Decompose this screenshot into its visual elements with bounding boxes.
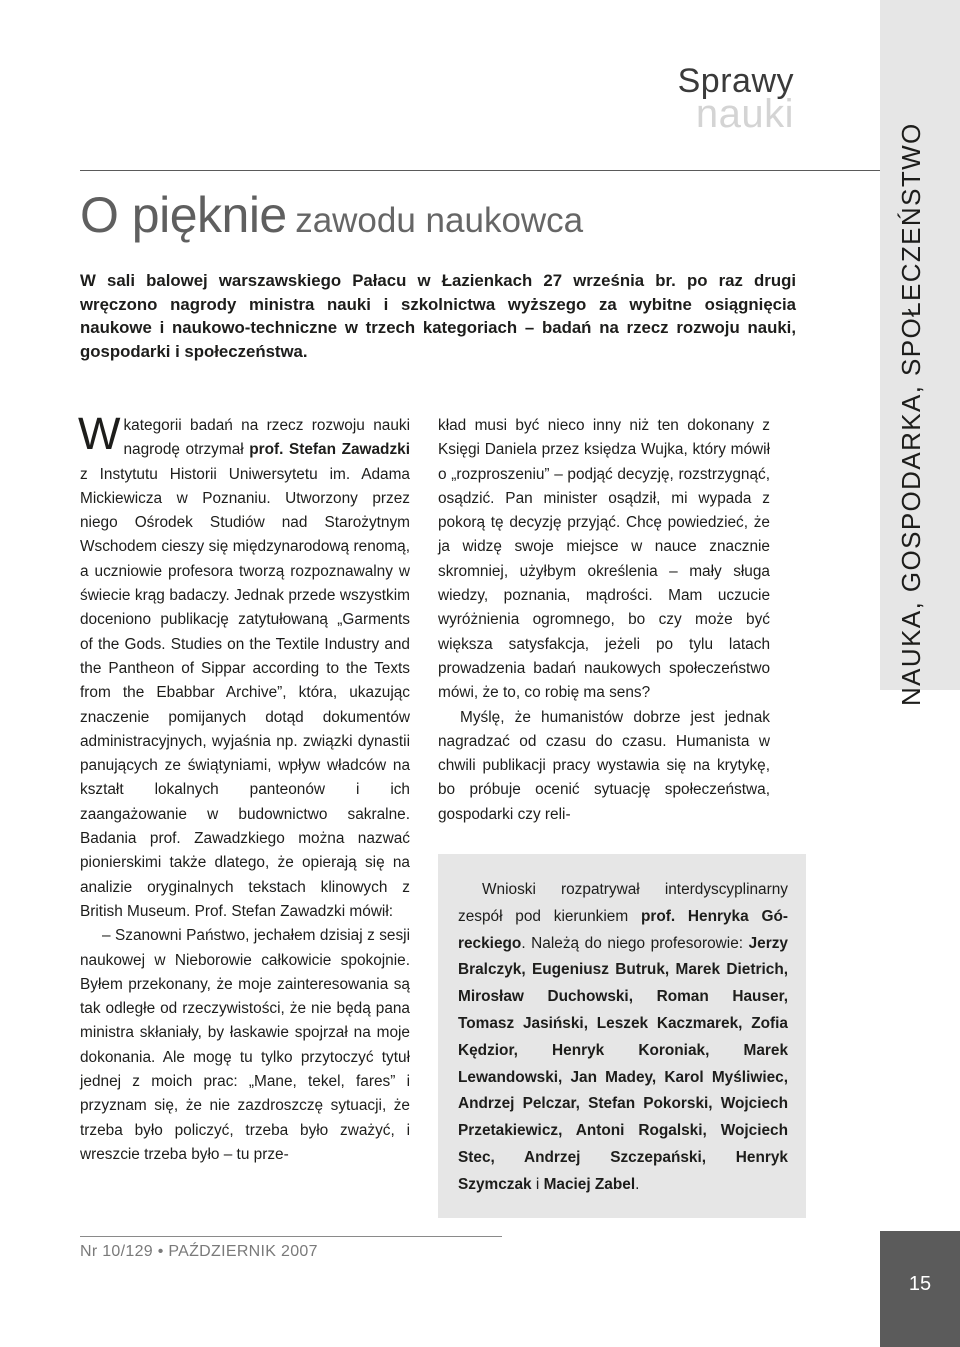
person-name: prof. Stefan Zawadzki	[249, 441, 410, 459]
person-name: Maciej Zabel	[543, 1175, 636, 1193]
paragraph	[458, 877, 788, 1199]
title-main: O pięknie	[80, 187, 287, 243]
footer-divider	[80, 1236, 502, 1237]
text-run: . Należą do niego profesorowie:	[521, 934, 749, 952]
person-names: Jerzy Bralczyk, Eugeniusz Butruk, Marek Dietrich, Mirosław Duchowski, Roman Hauser, Tomasz Jasiński, Leszek Kaczmarek, Zofia Kędzior, Henryk Koroniak, Marek Lewandowski, Jan Madey, Karol Myśliwiec, Andrzej Pelczar, Stefan Pokorski, Wojciech Przetakiewicz, Antoni Rogalski, Wojciech Stec, Andrzej Szczepański, Henryk Szymczak	[458, 934, 788, 1193]
title-sub: zawodu naukowca	[295, 201, 584, 240]
paragraph: Myślę, że humanistów dobrze jest jednak nagradzać od czasu do czasu. Humanista w chwili publikacji pracy wystawia się na krytykę, bo próbuje ocenić sytuację społeczeństwa, gospodarki czy reli-	[438, 708, 770, 823]
magazine-brand	[678, 64, 794, 134]
body-column-right	[438, 414, 770, 827]
text-run: kategorii badań na rzecz rozwoju nauki nagrodę otrzymał	[123, 417, 410, 459]
footer-issue: Nr 10/129 • PAŹDZIERNIK 2007	[80, 1243, 318, 1260]
section-label: NAUKA, GOSPODARKA, SPOŁECZEŃSTWO	[896, 122, 926, 706]
header-divider	[80, 170, 880, 171]
paragraph: – Szanowni Państwo, jechałem dzisiaj z sesji naukowej w Nieborowie całkowicie spokojnie. Byłem przekonany, że moje zainteresowania są tak odległe od rzeczywistości, że nie będą pana ministra skłaniały, by łaskawie spojrzał na moje dokonania. Ale mogę tu tylko przytoczyć tytuł jednej z moich prac: „Mane, tekel, fares” i przyznam się, że nie zazdroszczę sytuacji, że trzeba było policzyć, trzeba było zważyć, i wreszcie trzeba było – tu prze-	[80, 927, 410, 1163]
text-run: .	[635, 1175, 640, 1193]
text-run: z Instytutu Historii Uniwersytetu im. Adama Mickiewicza w Poznaniu. Utworzony przez niego Ośrodek Studiów nad Starożytnym Wschodem cieszy się międzynarodową renomą, a uczniowie profesora tworzą rozpoznawalny w świecie krąg badaczy. Jednak przede wszystkim doceniono publikację zatytułowaną „Garments of the Gods. Studies on the Textile Industry and the Pantheon of Sippar according to the Texts from the Ebabbar Archive”, która, ukazując znaczenie pomijanych dotąd dokumentów administracyjnych, wyjaśnia np. związki dynastii panujących ze świątyniami, wpływ władców na kształt lokalnych panteonów i ich zaangażowanie w budownictwo sakralne. Badania prof. Zawadzkiego można nazwać pionierskimi także dlatego, że opierają się na analizie oryginalnych tekstach klinowych z British Museum. Prof. Stefan Zawadzki mówił:	[80, 465, 410, 920]
page-number: 15	[908, 1273, 932, 1295]
text-run: Wnioski rozpatrywał interdyscyplinarny zespół pod kierunkiem	[458, 881, 788, 925]
paragraph	[78, 408, 410, 924]
text-run: i	[531, 1175, 544, 1193]
paragraph: kład musi być nieco inny niż ten dokonany z Księgi Daniela przez księdza Wujka, który mówił o „rozproszeniu” – podjąć decyzję, rozstrzygnąć, osądzić. Pan minister osądził, mi wypada z pokorą tę decyzję przyjąć. Chcę powiedzieć, że ja widzę swoje miejsce w nauce znacznie skromniej, użyłbym określenia – mały sługa wiedzy, poznania, mądrości. Mam uczucie wyróżnienia ogromnego, bo czy może być większa satysfakcja, jeżeli po tylu latach prowadzenia badań naukowych społeczeństwo mówi, że to, co robię ma sens?	[438, 417, 770, 702]
brand-line-2: nauki	[695, 92, 794, 136]
lead-paragraph: W sali balowej warszawskiego Pałacu w Łazienkach 27 września br. po raz drugi wręczono nagrody ministra nauki i szkolnictwa wyższego za wybitne osiągnięcia naukowe i naukowo-techniczne w trzech kategoriach – badań na rzecz rozwoju nauki, gospodarki i społeczeństwa.	[80, 271, 796, 361]
dropcap: W	[78, 408, 121, 459]
article-title	[80, 186, 583, 244]
sidebar-box-text	[458, 877, 788, 1199]
body-column-left	[78, 408, 410, 1167]
brand-line-1: Sprawy	[677, 62, 794, 100]
person-name: prof. Henryka Góreckiego	[458, 907, 788, 952]
